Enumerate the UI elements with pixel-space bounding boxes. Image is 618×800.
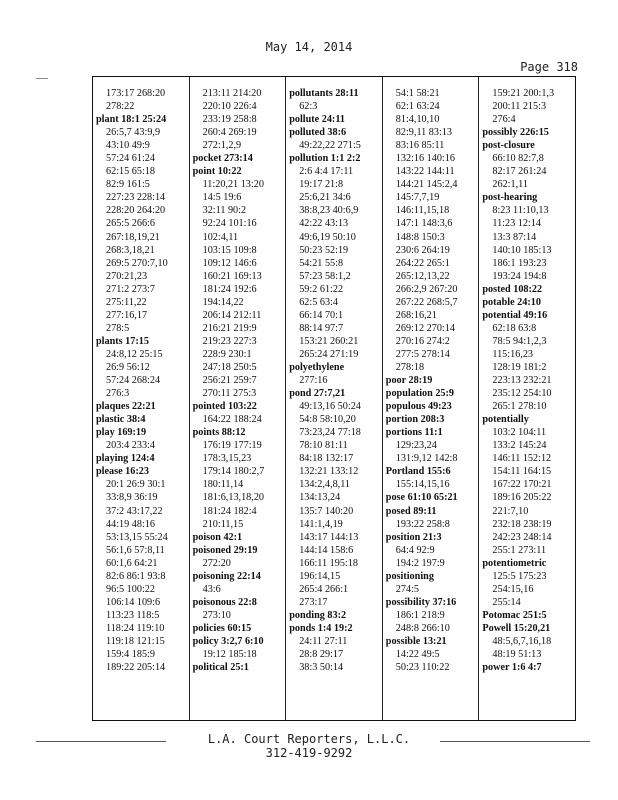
- index-reference: 50:23 52:19: [299, 244, 349, 256]
- index-reference: 38:8,23 40:6,9: [299, 205, 359, 217]
- index-reference: 160:21 169:13: [202, 270, 262, 282]
- index-reference: 148:8 150:3: [395, 231, 445, 243]
- index-reference: 272:20: [202, 557, 231, 569]
- index-reference: 206:14 212:11: [202, 309, 262, 321]
- index-entry: population 25:9: [385, 388, 454, 400]
- index-reference: 223:13 232:21: [492, 375, 552, 387]
- index-entry: plaques 22:21: [96, 401, 156, 413]
- index-reference: 275:11,22: [106, 296, 147, 308]
- index-reference: 43:6: [202, 583, 221, 595]
- index-reference: 14:22 49:5: [395, 649, 440, 661]
- index-reference: 11:20,21 13:20: [202, 179, 264, 191]
- index-reference: 193:24 194:8: [492, 270, 547, 282]
- index-entry: positioning: [385, 570, 434, 582]
- index-reference: 181:24 182:4: [202, 505, 257, 517]
- index-reference: 78:10 81:11: [299, 440, 348, 452]
- index-reference: 11:23 12:14: [492, 218, 541, 230]
- index-reference: 216:21 219:9: [202, 322, 257, 334]
- index-reference: 48:19 51:13: [492, 649, 542, 661]
- index-reference: 270:16 274:2: [395, 335, 450, 347]
- index-entry: possible 13:21: [385, 635, 447, 647]
- index-reference: 19:12 185:18: [202, 649, 257, 661]
- index-reference: 271:2 273:7: [106, 283, 155, 295]
- index-reference: 181:24 192:6: [202, 283, 257, 295]
- index-reference: 196:14,15: [299, 570, 341, 582]
- index-reference: 277:5 278:14: [395, 348, 450, 360]
- index-reference: 269:12 270:14: [395, 322, 455, 334]
- court-reporter-phone: 312-419-9292: [265, 746, 353, 760]
- index-reference: 78:5 94:1,2,3: [492, 335, 547, 347]
- index-reference: 25:6,21 34:6: [299, 192, 351, 204]
- index-reference: 115:16,23: [492, 348, 534, 360]
- index-entry: post-hearing: [482, 192, 538, 204]
- index-entry: pollution 1:1 2:2: [289, 153, 361, 165]
- index-reference: 84:18 132:17: [299, 453, 354, 465]
- index-reference: 276:3: [106, 388, 130, 400]
- index-reference: 260:4 269:19: [202, 127, 257, 139]
- index-reference: 146:11 152:12: [492, 453, 552, 465]
- index-reference: 189:16 205:22: [492, 492, 552, 504]
- index-reference: 164:22 188:24: [202, 414, 262, 426]
- index-entry: plants 17:15: [96, 335, 149, 347]
- index-entry: pocket 273:14: [192, 153, 253, 165]
- index-reference: 278:18: [395, 361, 425, 373]
- index-reference: 57:24 61:24: [106, 153, 155, 165]
- index-reference: 265:4 266:1: [299, 583, 349, 595]
- index-reference: 144:14 158:6: [299, 544, 354, 556]
- index-entry: pollute 24:11: [289, 114, 345, 126]
- page-number: Page 318: [520, 60, 578, 74]
- index-entry: post-closure: [482, 140, 535, 152]
- index-reference: 62:1 63:24: [395, 101, 440, 113]
- index-reference: 119:18 121:15: [106, 635, 165, 647]
- index-entry: Powell 15:20,21: [482, 622, 551, 634]
- index-reference: 20:1 26:9 30:1: [106, 479, 166, 491]
- index-entry: poison 42:1: [192, 531, 243, 543]
- index-entry: poisoned 29:19: [192, 544, 258, 556]
- index-reference: 128:19 181:2: [492, 361, 547, 373]
- index-entry: power 1:6 4:7: [482, 662, 542, 674]
- index-reference: 14:5 19:6: [202, 192, 242, 204]
- index-reference: 166:11 195:18: [299, 557, 358, 569]
- index-entry: policy 3:2,7 6:10: [192, 635, 264, 647]
- index-reference: 266:2,9 267:20: [395, 283, 458, 295]
- index-entry: poisoning 22:14: [192, 570, 261, 582]
- index-reference: 64:4 92:9: [395, 544, 435, 556]
- index-reference: 62:3: [299, 101, 318, 113]
- index-reference: 269:5 270:7,10: [106, 257, 168, 269]
- index-entry: pose 61:10 65:21: [385, 492, 458, 504]
- index-reference: 132:21 133:12: [299, 466, 359, 478]
- index-reference: 134:13,24: [299, 492, 341, 504]
- index-reference: 102:4,11: [202, 231, 239, 243]
- index-entry: potentiometric: [482, 557, 547, 569]
- index-reference: 83:16 85:11: [395, 140, 445, 152]
- index-reference: 42:22 43:13: [299, 218, 349, 230]
- index-reference: 24:8,12 25:15: [106, 348, 163, 360]
- index-entry: possibility 37:16: [385, 596, 457, 608]
- index-reference: 220:10 226:4: [202, 101, 257, 113]
- index-reference: 221:7,10: [492, 505, 529, 517]
- index-reference: 50:23 110:22: [395, 662, 450, 674]
- index-reference: 213:11 214:20: [202, 88, 262, 99]
- index-reference: 268:16,21: [395, 309, 437, 321]
- index-reference: 106:14 109:6: [106, 596, 161, 608]
- index-reference: 265:5 266:6: [106, 218, 155, 230]
- index-entry: portion 208:3: [385, 414, 445, 426]
- index-reference: 232:18 238:19: [492, 518, 552, 530]
- transcript-date: May 14, 2014: [265, 40, 353, 54]
- index-entry: polyethylene: [289, 361, 345, 373]
- index-reference: 194:14,22: [202, 296, 244, 308]
- index-reference: 81:4,10,10: [395, 114, 440, 126]
- index-reference: 19:17 21:8: [299, 179, 344, 191]
- index-reference: 82:6 86:1 93:8: [106, 570, 166, 582]
- margin-mark: [36, 78, 48, 79]
- index-reference: 230:6 264:19: [395, 244, 450, 256]
- word-index-table: [92, 76, 576, 721]
- index-reference: 262:1,11: [492, 179, 528, 191]
- index-entry: posed 89:11: [385, 505, 437, 517]
- index-column-4: [383, 77, 480, 720]
- index-reference: 54:1 58:21: [395, 88, 440, 99]
- index-reference: 227:23 228:14: [106, 192, 166, 204]
- index-reference: 273:10: [202, 609, 231, 621]
- index-reference: 265:1 278:10: [492, 401, 547, 413]
- index-reference: 267:22 268:5,7: [395, 296, 458, 308]
- index-entry: potable 24:10: [482, 296, 541, 308]
- index-entry: political 25:1: [192, 662, 249, 674]
- index-reference: 147:1 148:3,6: [395, 218, 453, 230]
- index-reference: 66:14 70:1: [299, 309, 344, 321]
- index-entry: pollutants 28:11: [289, 88, 359, 99]
- index-reference: 103:2 104:11: [492, 427, 547, 439]
- index-reference: 143:17 144:13: [299, 531, 359, 543]
- index-reference: 49:22,22 271:5: [299, 140, 361, 152]
- index-column-1: [93, 77, 190, 720]
- index-reference: 153:21 260:21: [299, 335, 359, 347]
- index-entry: points 88:12: [192, 427, 246, 439]
- index-entry: play 169:19: [96, 427, 147, 439]
- index-reference: 62:5 63:4: [299, 296, 338, 308]
- index-reference: 228:20 264:20: [106, 205, 166, 217]
- index-reference: 44:19 48:16: [106, 518, 155, 530]
- index-reference: 13:3 87:14: [492, 231, 537, 243]
- index-reference: 109:12 146:6: [202, 257, 257, 269]
- index-column-2: [190, 77, 287, 720]
- index-reference: 62:15 65:18: [106, 166, 155, 178]
- index-reference: 59:2 61:22: [299, 283, 344, 295]
- court-reporter-name: L.A. Court Reporters, L.L.C.: [207, 732, 411, 746]
- index-reference: 277:16,17: [106, 309, 148, 321]
- index-entry: possibly 226:15: [482, 127, 549, 139]
- index-reference: 178:3,15,23: [202, 453, 252, 465]
- index-reference: 265:12,13,22: [395, 270, 450, 282]
- index-reference: 181:6,13,18,20: [202, 492, 265, 504]
- index-reference: 56:1,6 57:8,11: [106, 544, 165, 556]
- index-reference: 48:5,6,7,16,18: [492, 635, 552, 647]
- index-reference: 155:14,15,16: [395, 479, 450, 491]
- index-reference: 159:21 200:1,3: [492, 88, 555, 99]
- index-reference: 143:22 144:11: [395, 166, 455, 178]
- index-reference: 186:1 218:9: [395, 609, 445, 621]
- index-reference: 28:8 29:17: [299, 649, 344, 661]
- index-reference: 203:4 233:4: [106, 440, 155, 452]
- index-reference: 278:22: [106, 101, 135, 113]
- index-reference: 118:24 119:10: [106, 622, 165, 634]
- index-entry: poisonous 22:8: [192, 596, 257, 608]
- index-reference: 82:17 261:24: [492, 166, 547, 178]
- index-entry: please 16:23: [96, 466, 149, 478]
- index-reference: 273:17: [299, 596, 328, 608]
- index-reference: 32:11 90:2: [202, 205, 247, 217]
- index-reference: 278:5: [106, 322, 130, 334]
- index-reference: 270:21,23: [106, 270, 148, 282]
- index-entry: polluted 38:6: [289, 127, 347, 139]
- index-column-5: [479, 77, 575, 720]
- index-reference: 179:14 180:2,7: [202, 466, 265, 478]
- index-entry: Potomac 251:5: [482, 609, 547, 621]
- index-reference: 242:23 248:14: [492, 531, 552, 543]
- index-entry: Portland 155:6: [385, 466, 451, 478]
- index-reference: 186:1 193:23: [492, 257, 547, 269]
- index-reference: 264:22 265:1: [395, 257, 450, 269]
- index-reference: 235:12 254:10: [492, 388, 552, 400]
- footer: [0, 732, 618, 760]
- index-reference: 154:11 164:15: [492, 466, 552, 478]
- index-reference: 210:11,15: [202, 518, 244, 530]
- index-reference: 268:3,18,21: [106, 244, 155, 256]
- index-reference: 24:11 27:11: [299, 635, 348, 647]
- index-reference: 54:21 55:8: [299, 257, 344, 269]
- index-reference: 2:6 4:4 17:11: [299, 166, 354, 178]
- index-entry: plastic 38:4: [96, 414, 146, 426]
- index-reference: 144:21 145:2,4: [395, 179, 458, 191]
- index-reference: 49:6,19 50:10: [299, 231, 356, 243]
- index-reference: 134:2,4,8,11: [299, 479, 351, 491]
- index-reference: 73:23,24 77:18: [299, 427, 361, 439]
- index-reference: 267:18,19,21: [106, 231, 160, 243]
- index-entry: posted 108:22: [482, 283, 543, 295]
- index-reference: 219:23 227:3: [202, 335, 257, 347]
- index-reference: 37:2 43:17,22: [106, 505, 163, 517]
- index-reference: 26:5,7 43:9,9: [106, 127, 161, 139]
- index-entry: portions 11:1: [385, 427, 443, 439]
- index-reference: 125:5 175:23: [492, 570, 547, 582]
- index-entry: ponding 83:2: [289, 609, 347, 621]
- index-reference: 255:1 273:11: [492, 544, 547, 556]
- index-reference: 57:23 58:1,2: [299, 270, 351, 282]
- index-reference: 247:18 250:5: [202, 361, 257, 373]
- index-reference: 194:2 197:9: [395, 557, 445, 569]
- index-reference: 193:22 258:8: [395, 518, 450, 530]
- index-reference: 33:8,9 36:19: [106, 492, 158, 504]
- index-column-3: [286, 77, 383, 720]
- index-reference: 131:9,12 142:8: [395, 453, 458, 465]
- index-reference: 8:23 11:10,13: [492, 205, 549, 217]
- index-reference: 173:17 268:20: [106, 88, 166, 99]
- index-reference: 180:11,14: [202, 479, 244, 491]
- index-reference: 53:13,15 55:24: [106, 531, 168, 543]
- index-reference: 57:24 268:24: [106, 375, 161, 387]
- index-reference: 62:18 63:8: [492, 322, 537, 334]
- index-entry: potential 49:16: [482, 309, 548, 321]
- index-reference: 82:9 161:5: [106, 179, 150, 191]
- index-reference: 255:14: [492, 596, 521, 608]
- index-reference: 256:21 259:7: [202, 375, 257, 387]
- index-reference: 200:11 215:3: [492, 101, 547, 113]
- index-entry: point 10:22: [192, 166, 242, 178]
- index-reference: 274:5: [395, 583, 419, 595]
- index-reference: 159:4 185:9: [106, 649, 155, 661]
- index-reference: 141:1,4,19: [299, 518, 343, 530]
- index-entry: playing 124:4: [96, 453, 155, 465]
- index-entry: ponds 1:4 19:2: [289, 622, 353, 634]
- index-reference: 146:11,15,18: [395, 205, 450, 217]
- index-entry: poor 28:19: [385, 375, 433, 387]
- index-reference: 54:8 58:10,20: [299, 414, 356, 426]
- index-reference: 145:7,7,19: [395, 192, 440, 204]
- index-reference: 270:11 275:3: [202, 388, 257, 400]
- index-reference: 26:9 56:12: [106, 361, 150, 373]
- index-reference: 103:15 109:8: [202, 244, 257, 256]
- index-reference: 276:4: [492, 114, 516, 126]
- index-reference: 96:5 100:22: [106, 583, 155, 595]
- index-entry: potentially: [482, 414, 529, 426]
- index-entry: pond 27:7,21: [289, 388, 346, 400]
- index-reference: 189:22 205:14: [106, 662, 166, 674]
- index-reference: 248:8 266:10: [395, 622, 450, 634]
- index-reference: 135:7 140:20: [299, 505, 354, 517]
- index-reference: 277:16: [299, 375, 328, 387]
- index-entry: policies 60:15: [192, 622, 252, 634]
- index-entry: plant 18:1 25:24: [96, 114, 167, 126]
- index-entry: position 21:3: [385, 531, 442, 543]
- index-reference: 82:9,11 83:13: [395, 127, 453, 139]
- index-reference: 133:2 145:24: [492, 440, 547, 452]
- index-reference: 49:13,16 50:24: [299, 401, 361, 413]
- index-reference: 43:10 49:9: [106, 140, 150, 152]
- index-reference: 38:3 50:14: [299, 662, 344, 674]
- index-reference: 167:22 170:21: [492, 479, 552, 491]
- index-reference: 233:19 258:8: [202, 114, 257, 126]
- index-entry: pointed 103:22: [192, 401, 257, 413]
- index-reference: 88:14 97:7: [299, 322, 344, 334]
- index-reference: 140:10 185:13: [492, 244, 552, 256]
- index-reference: 272:1,2,9: [202, 140, 242, 152]
- index-reference: 113:23 118:5: [106, 609, 160, 621]
- index-entry: populous 49:23: [385, 401, 452, 413]
- index-reference: 265:24 271:19: [299, 348, 359, 360]
- index-reference: 92:24 101:16: [202, 218, 257, 230]
- index-reference: 66:10 82:7,8: [492, 153, 544, 165]
- index-reference: 132:16 140:16: [395, 153, 455, 165]
- index-reference: 176:19 177:19: [202, 440, 262, 452]
- index-reference: 129:23,24: [395, 440, 437, 452]
- index-reference: 228:9 230:1: [202, 348, 252, 360]
- index-reference: 254:15,16: [492, 583, 534, 595]
- index-reference: 60:1,6 64:21: [106, 557, 158, 569]
